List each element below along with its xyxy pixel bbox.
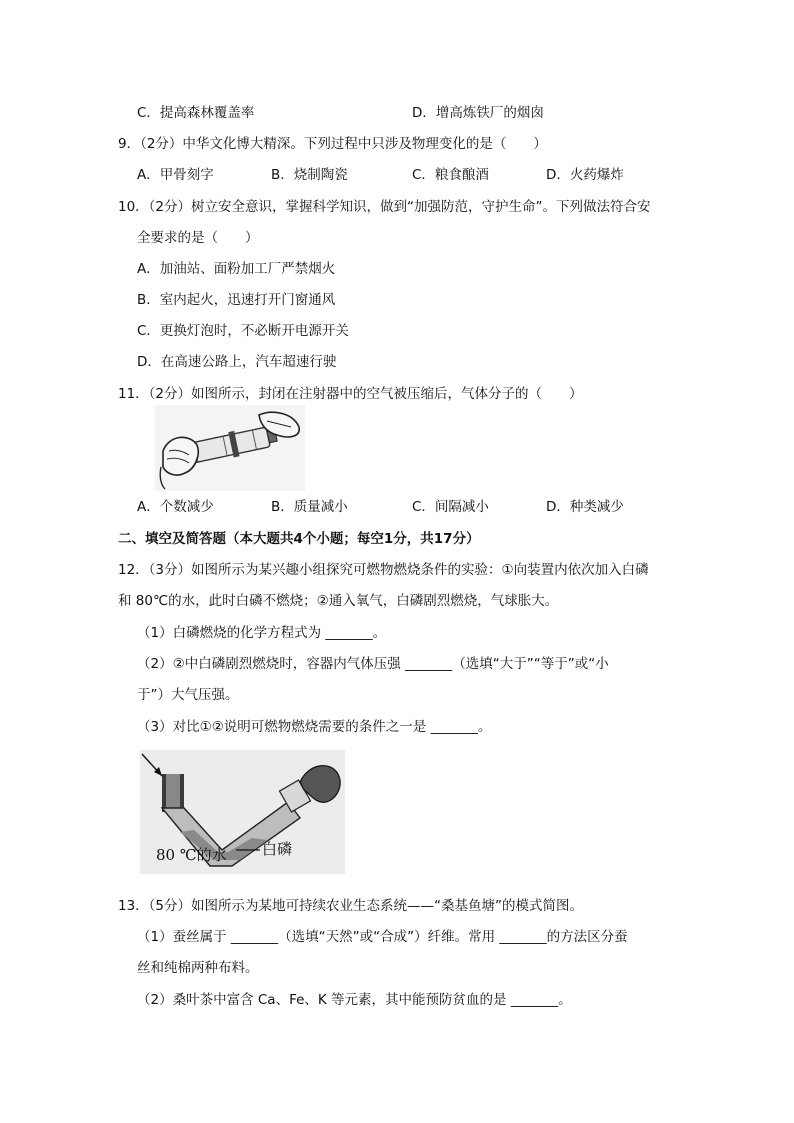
q9-option-b: B．烧制陶瓷: [271, 167, 348, 183]
q12-stem-line2: 和 80℃的水，此时白磷不燃烧；②通入氧气，白磷剧烈燃烧，气球胀大。: [118, 593, 559, 609]
phosphorus-apparatus-figure: [140, 750, 345, 874]
q8-option-d: D．增高炼铁厂的烟囱: [412, 105, 544, 121]
q8-option-c: C．提高森林覆盖率: [137, 105, 255, 121]
q11-option-d: D．种类减少: [546, 499, 624, 515]
q9-option-d: D．火药爆炸: [546, 167, 624, 183]
q10-stem-line2: 全要求的是（ ）: [137, 230, 259, 246]
syringe-figure: [155, 405, 305, 491]
q10-option-d: D．在高速公路上，汽车超速行驶: [137, 354, 337, 370]
q10-option-a: A．加油站、面粉加工厂严禁烟火: [137, 261, 336, 277]
figure-label-phosphorus: 白磷: [262, 840, 293, 858]
q10-option-b: B．室内起火，迅速打开门窗通风: [137, 292, 336, 308]
q13-sub2: （2）桑叶茶中富含 Ca、Fe、K 等元素，其中能预防贫血的是 _______。: [137, 992, 572, 1008]
section-2-heading: 二、填空及简答题（本大题共4个小题；每空1分，共17分）: [118, 531, 480, 547]
q9-stem: 9．（2分）中华文化博大精深。下列过程中只涉及物理变化的是（ ）: [118, 136, 547, 152]
q13-sub1-line1: （1）蚕丝属于 _______（选填“天然”或“合成”）纤维。常用 _______的方法区分蚕: [137, 929, 628, 945]
q11-option-c: C．间隔减小: [412, 499, 489, 515]
q9-option-a: A．甲骨刻字: [137, 167, 214, 183]
figure-label-water: 80 ℃的水: [156, 846, 227, 864]
q13-stem: 13．（5分）如图所示为某地可持续农业生态系统——“桑基鱼塘”的模式简图。: [118, 898, 584, 914]
q11-stem: 11．（2分）如图所示，封闭在注射器中的空气被压缩后，气体分子的（ ）: [118, 386, 583, 402]
q12-sub1: （1）白磷燃烧的化学方程式为 _______。: [137, 625, 387, 641]
q12-sub3: （3）对比①②说明可燃物燃烧需要的条件之一是 _______。: [137, 719, 492, 735]
q12-stem-line1: 12．（3分）如图所示为某兴趣小组探究可燃物燃烧条件的实验：①向装置内依次加入白磷: [118, 562, 649, 578]
q10-option-c: C．更换灯泡时，不必断开电源开关: [137, 323, 349, 339]
q13-sub1-line2: 丝和纯棉两种布料。: [137, 960, 259, 976]
q12-sub2-line1: （2）②中白磷剧烈燃烧时，容器内气体压强 _______（选填“大于”“等于”或“小: [137, 656, 609, 672]
q11-option-b: B．质量减小: [271, 499, 348, 515]
q11-option-a: A．个数减少: [137, 499, 214, 515]
q12-sub2-line2: 于”）大气压强。: [137, 687, 239, 703]
q10-stem-line1: 10．（2分）树立安全意识，掌握科学知识，做到“加强防范，守护生命”。下列做法符合安: [118, 199, 651, 215]
q9-option-c: C．粮食酿酒: [412, 167, 489, 183]
